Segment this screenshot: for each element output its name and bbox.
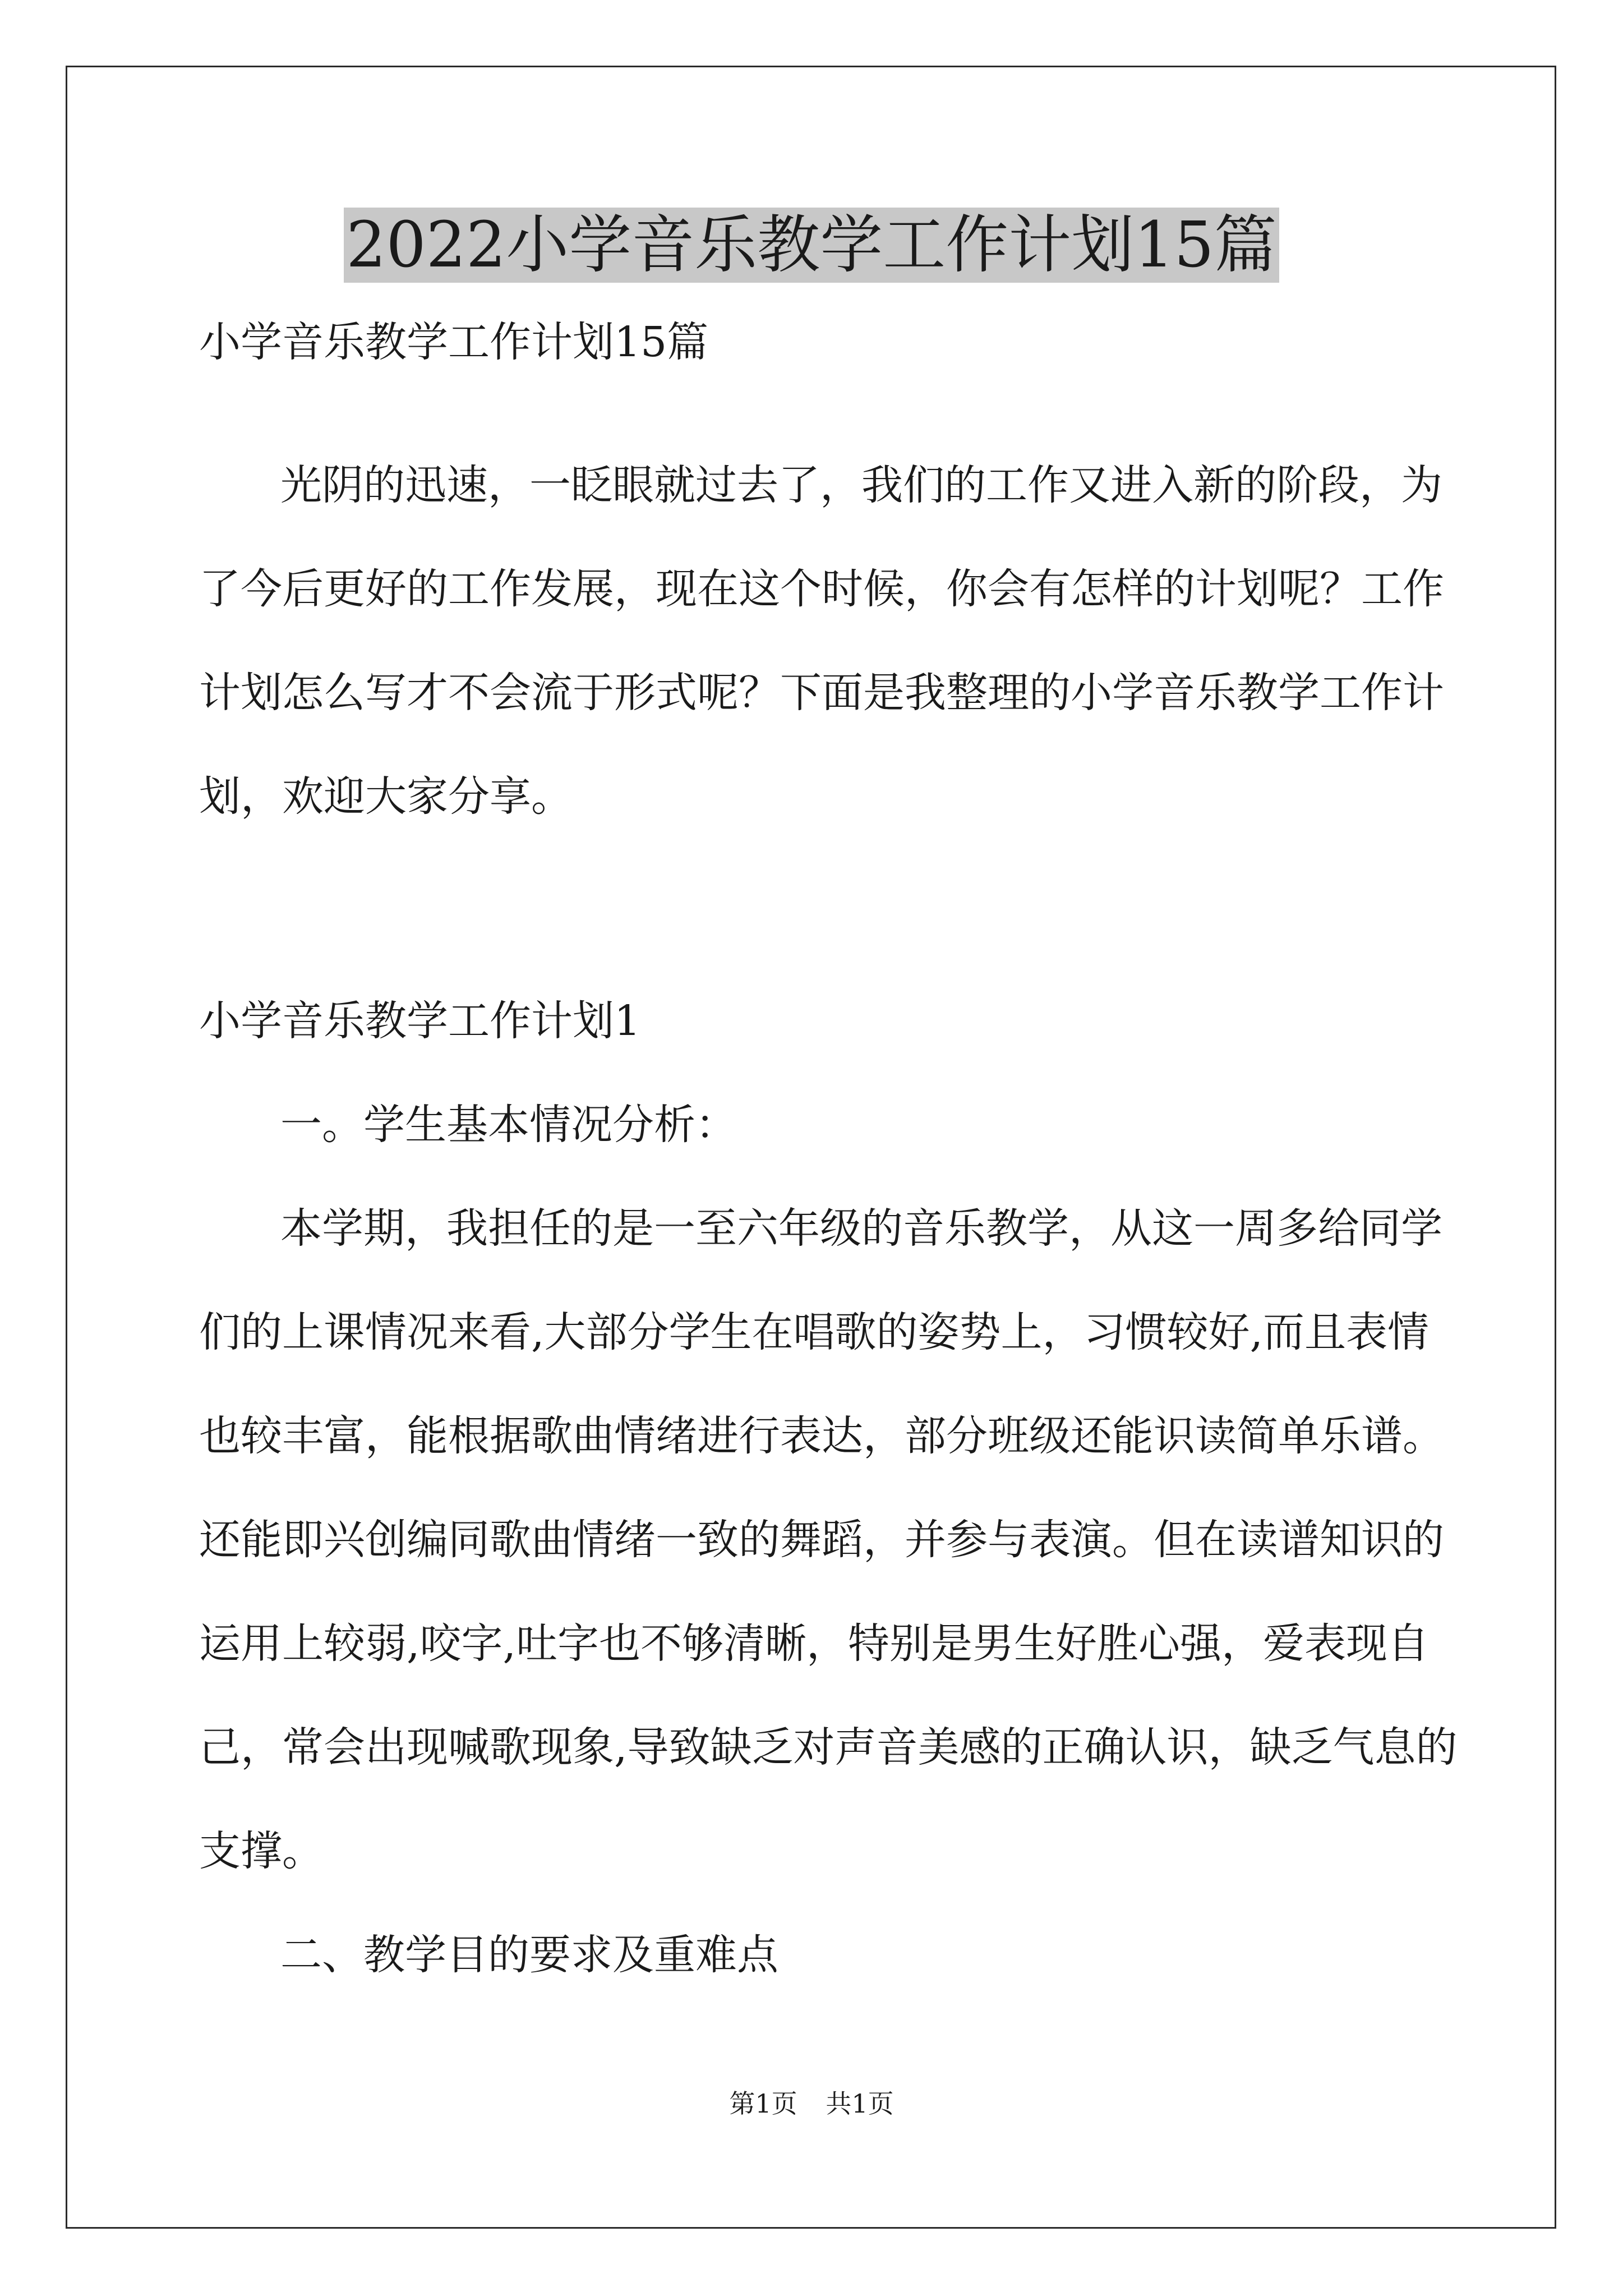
- intro-line-2: 了今后更好的工作发展，现在这个时候，你会有怎样的计划呢？工作: [199, 565, 1444, 613]
- page-number-current: 第1页: [729, 2088, 797, 2119]
- body-line-3: 也较丰富，能根据歌曲情绪进行表达，部分班级还能识读简单乐谱。: [199, 1412, 1444, 1460]
- body-line-1: 本学期，我担任的是一至六年级的音乐教学，从这一周多给同学: [280, 1204, 1442, 1253]
- body-line-6: 己，常会出现喊歌现象,导致缺乏对声音美感的正确认识，缺乏气息的: [199, 1723, 1458, 1772]
- heading-student-analysis: 一。学生基本情况分析：: [280, 1101, 737, 1149]
- intro-line-1: 光阴的迅速，一眨眼就过去了，我们的工作又进入新的阶段，为: [280, 461, 1442, 509]
- document-subtitle: 小学音乐教学工作计划15篇: [199, 318, 709, 366]
- document-title: 2022小学音乐教学工作计划15篇: [344, 208, 1279, 283]
- body-line-2: 们的上课情况来看,大部分学生在唱歌的姿势上，习惯较好,而且表情: [199, 1308, 1430, 1356]
- title-container: [0, 208, 1623, 283]
- intro-line-4: 划，欢迎大家分享。: [199, 772, 573, 821]
- heading-teaching-goals: 二、教学目的要求及重难点: [280, 1931, 778, 1979]
- intro-line-3: 计划怎么写才不会流于形式呢？下面是我整理的小学音乐教学工作计: [199, 669, 1444, 717]
- body-line-7: 支撑。: [199, 1827, 324, 1875]
- body-line-5: 运用上较弱,咬字,吐字也不够清晰，特别是男生好胜心强，爱表现自: [199, 1619, 1430, 1668]
- section-title: 小学音乐教学工作计划1: [199, 997, 641, 1045]
- page-number-total: 共1页: [826, 2088, 894, 2119]
- page-footer: [0, 2087, 1623, 2120]
- body-line-4: 还能即兴创编同歌曲情绪一致的舞蹈，并参与表演。但在读谱知识的: [199, 1516, 1444, 1564]
